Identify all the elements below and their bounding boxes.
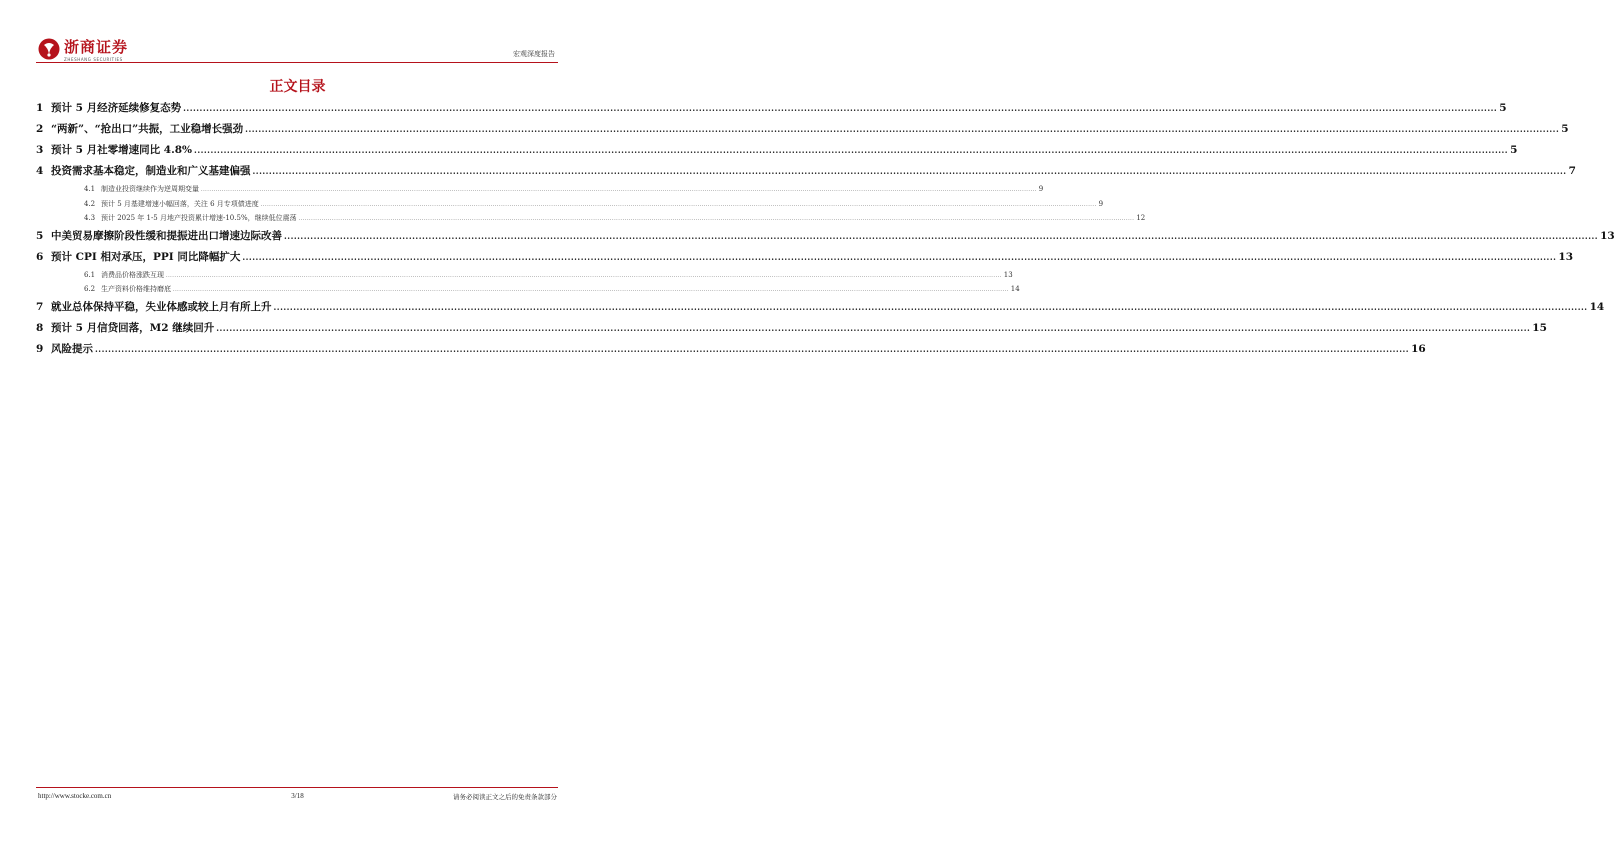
toc-leader-dots: ................................................................................................................................................................................................................................................................................................................................................................................................................ [173,287,1009,293]
toc-entry-page: 5 [1499,102,1507,114]
toc-entry-page: 5 [1510,144,1518,156]
toc-entry[interactable] [36,98,1507,119]
toc-entry-page: 9 [1038,185,1044,193]
company-logo [38,38,148,68]
toc-entry-label: 预计 5 月社零增速同比 4.8% [51,144,193,156]
toc-entry-label: 风险提示 [51,342,93,355]
toc-entry-number: 2 [36,123,44,135]
toc-entry-page: 15 [1532,321,1547,334]
header-divider [36,62,558,63]
toc-leader-dots: ................................................................................................................................................................................................................................................................................................................................................................................................................ [242,251,1557,262]
toc-entry-number: 6.1 [84,270,96,279]
toc-leader-dots: ................................................................................................................................................................................................................................................................................................................................................................................................................ [95,343,1410,354]
toc-entry-label: 中美贸易摩擦阶段性缓和提振进出口增速边际改善 [51,229,282,242]
toc-entry-page: 14 [1589,300,1605,313]
toc-entry-page: 7 [1568,165,1576,177]
toc-entry-page: 13 [1003,270,1013,279]
toc-entry-label: 投资需求基本稳定，制造业和广义基建偏强 [51,165,251,177]
toc-entry-title [36,98,181,119]
toc-entry[interactable] [36,339,1426,360]
toc-entry[interactable] [36,247,1574,268]
footer-disclaimer-note: 请务必阅读正文之后的免责条款部分 [453,793,557,801]
toc-entry-number: 9 [36,342,44,355]
toc-entry-number: 8 [36,321,44,334]
toc-entry[interactable] [36,140,1518,161]
toc-leader-dots: ................................................................................................................................................................................................................................................................................................................................................................................................................ [298,216,1135,222]
toc-entry-label: 预计 CPI 相对承压，PPI 同比降幅扩大 [51,250,241,263]
page-header [28,22,567,66]
toc-leader-dots: ................................................................................................................................................................................................................................................................................................................................................................................................................ [216,322,1531,333]
footer-divider [36,787,558,788]
footer-page-number: 3/18 [291,792,304,800]
toc-leader-dots: ................................................................................................................................................................................................................................................................................................................................................................................................................ [260,201,1097,208]
toc-leader-dots: ................................................................................................................................................................................................................................................................................................................................................................................................................ [284,230,1599,241]
toc-entry-label: “两新”、“抢出口”共振，工业稳增长强劲 [51,123,244,135]
toc-entry-page: 13 [1558,250,1574,263]
toc-entry-number: 4.3 [84,214,96,222]
toc-entry-label: 预计 5 月信贷回落，M2 继续回升 [51,321,215,334]
toc-leader-dots: ................................................................................................................................................................................................................................................................................................................................................................................................................ [194,145,1509,155]
table-of-contents [36,98,1615,360]
toc-entry-title [84,282,171,297]
toc-entry[interactable] [36,119,1569,140]
toc-entry-title [84,211,297,226]
toc-entry-number: 6 [36,250,44,263]
toc-entry-number: 3 [36,144,44,156]
logo-text-cn: 浙商证券 [64,38,129,56]
toc-entry-title [36,297,272,318]
toc-entry-label: 生产资料价格维持磨底 [101,285,171,293]
toc-entry-title [36,318,214,339]
toc-entry-title [84,197,259,212]
toc-entry-number: 4 [36,165,44,177]
toc-entry-page: 13 [1600,229,1615,242]
toc-entry-title [84,182,199,197]
toc-entry-page: 14 [1010,285,1020,293]
page-title: 正文目录 [269,79,326,95]
toc-entry-label: 制造业投资继续作为逆周期变量 [101,185,199,193]
toc-entry-label: 预计 5 月经济延续修复态势 [51,102,182,114]
toc-entry-page: 9 [1098,199,1104,208]
toc-entry-title [36,339,93,360]
toc-entry-number: 4.1 [84,185,96,193]
toc-entry-number: 4.2 [84,199,96,208]
toc-entry-title [84,268,164,283]
toc-entry-label: 消费品价格涨跌互现 [101,270,164,279]
toc-entry-label: 预计 2025 年 1-5 月地产投资累计增速-10.5%，继续低位震荡 [101,214,297,222]
toc-entry[interactable] [36,297,1605,318]
toc-subentry[interactable] [36,282,1020,297]
toc-entry-title [36,247,240,268]
toc-leader-dots: ................................................................................................................................................................................................................................................................................................................................................................................................................ [201,187,1037,193]
toc-entry[interactable] [36,318,1547,339]
toc-leader-dots: ................................................................................................................................................................................................................................................................................................................................................................................................................ [252,166,1567,176]
toc-entry-title [36,119,243,140]
toc-entry-title [36,161,251,182]
toc-subentry[interactable] [36,268,1013,283]
toc-leader-dots: ................................................................................................................................................................................................................................................................................................................................................................................................................ [245,124,1560,134]
toc-entry-label: 就业总体保持平稳，失业体感或较上月有所上升 [51,300,272,313]
toc-entry-page: 16 [1411,342,1426,355]
toc-subentry[interactable] [36,211,1146,226]
logo-text-en: ZHESHANG SECURITIES [64,57,123,62]
toc-leader-dots: ................................................................................................................................................................................................................................................................................................................................................................................................................ [166,272,1002,279]
toc-entry-page: 5 [1561,123,1569,135]
report-type-label: 宏观深度报告 [513,50,555,58]
toc-entry-number: 5 [36,229,44,242]
toc-entry-title [36,226,282,247]
toc-entry-title [36,140,192,161]
logo-mark-icon [38,38,60,60]
toc-subentry[interactable] [36,197,1104,212]
toc-leader-dots: ................................................................................................................................................................................................................................................................................................................................................................................................................ [273,301,1588,312]
toc-entry-label: 预计 5 月基建增速小幅回落，关注 6 月专项债进度 [101,199,259,208]
toc-entry[interactable] [36,226,1615,247]
toc-leader-dots: ................................................................................................................................................................................................................................................................................................................................................................................................................ [183,103,1498,113]
toc-entry[interactable] [36,161,1576,182]
toc-entry-page: 12 [1136,214,1146,222]
toc-entry-number: 1 [36,102,44,114]
footer-url-link[interactable]: http://www.stocke.com.cn [38,792,112,800]
toc-entry-number: 7 [36,300,44,313]
toc-subentry[interactable] [36,182,1044,197]
toc-entry-number: 6.2 [84,285,96,293]
